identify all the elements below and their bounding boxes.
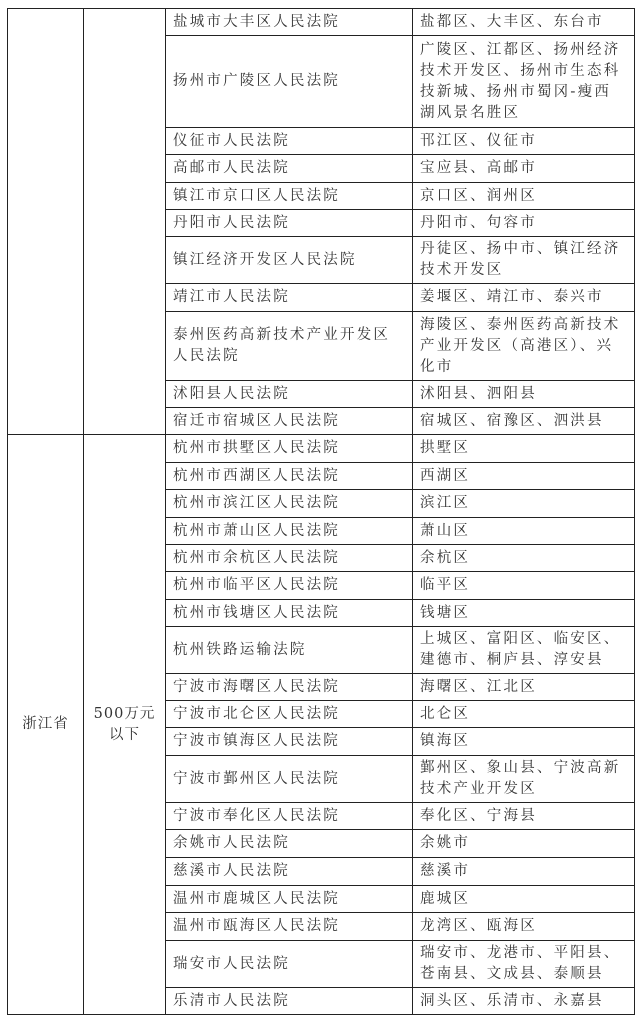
jurisdiction-cell: 邗江区、仪征市 <box>413 128 635 155</box>
table-row <box>8 435 635 463</box>
court-name-cell: 宁波市海曙区人民法院 <box>166 674 413 701</box>
jurisdiction-cell: 瑞安市、龙港市、平阳县、苍南县、文成县、泰顺县 <box>413 941 635 988</box>
jurisdiction-cell: 滨江区 <box>413 490 635 518</box>
jurisdiction-cell: 奉化区、宁海县 <box>413 803 635 830</box>
jurisdiction-cell: 余杭区 <box>413 545 635 572</box>
court-name-cell: 杭州市滨江区人民法院 <box>166 490 413 518</box>
jurisdiction-cell: 慈溪市 <box>413 858 635 886</box>
court-name-cell: 高邮市人民法院 <box>166 155 413 183</box>
jurisdiction-cell: 上城区、富阳区、临安区、建德市、桐庐县、淳安县 <box>413 627 635 674</box>
court-name-cell: 宿迁市宿城区人民法院 <box>166 408 413 435</box>
jurisdiction-cell: 丹徒区、扬中市、镇江经济技术开发区 <box>413 237 635 284</box>
court-name-cell: 扬州市广陵区人民法院 <box>166 36 413 128</box>
court-name-cell: 杭州市临平区人民法院 <box>166 572 413 600</box>
province-cell <box>8 9 84 435</box>
court-name-cell: 瑞安市人民法院 <box>166 941 413 988</box>
court-name-cell: 镇江市京口区人民法院 <box>166 183 413 210</box>
court-name-cell: 靖江市人民法院 <box>166 284 413 312</box>
jurisdiction-cell: 鄞州区、象山县、宁波高新技术产业开发区 <box>413 756 635 803</box>
jurisdiction-cell: 京口区、润州区 <box>413 183 635 210</box>
court-name-cell: 杭州市余杭区人民法院 <box>166 545 413 572</box>
court-name-cell: 温州市鹿城区人民法院 <box>166 886 413 913</box>
jurisdiction-cell: 西湖区 <box>413 463 635 490</box>
jurisdiction-cell: 镇海区 <box>413 728 635 756</box>
jurisdiction-cell: 宝应县、高邮市 <box>413 155 635 183</box>
jurisdiction-cell: 萧山区 <box>413 518 635 545</box>
court-name-cell: 杭州铁路运输法院 <box>166 627 413 674</box>
court-name-cell: 泰州医药高新技术产业开发区人民法院 <box>166 312 413 381</box>
jurisdiction-cell: 海曙区、江北区 <box>413 674 635 701</box>
court-name-cell: 宁波市奉化区人民法院 <box>166 803 413 830</box>
jurisdiction-cell: 丹阳市、句容市 <box>413 210 635 237</box>
court-name-cell: 乐清市人民法院 <box>166 988 413 1015</box>
court-name-cell: 余姚市人民法院 <box>166 830 413 858</box>
court-name-cell: 仪征市人民法院 <box>166 128 413 155</box>
jurisdiction-cell: 拱墅区 <box>413 435 635 463</box>
table-row <box>8 9 635 36</box>
court-name-cell: 宁波市镇海区人民法院 <box>166 728 413 756</box>
court-name-cell: 宁波市北仑区人民法院 <box>166 701 413 728</box>
jurisdiction-cell: 洞头区、乐清市、永嘉县 <box>413 988 635 1015</box>
jurisdiction-cell: 广陵区、江都区、扬州经济技术开发区、扬州市生态科技新城、扬州市蜀冈-瘦西湖风景名胜区 <box>413 36 635 128</box>
court-jurisdiction-table <box>7 8 635 1015</box>
court-name-cell: 杭州市拱墅区人民法院 <box>166 435 413 463</box>
court-name-cell: 盐城市大丰区人民法院 <box>166 9 413 36</box>
court-name-cell: 沭阳县人民法院 <box>166 381 413 408</box>
court-name-cell: 杭州市萧山区人民法院 <box>166 518 413 545</box>
jurisdiction-cell: 宿城区、宿豫区、泗洪县 <box>413 408 635 435</box>
jurisdiction-cell: 余姚市 <box>413 830 635 858</box>
jurisdiction-cell: 龙湾区、瓯海区 <box>413 913 635 941</box>
court-name-cell: 丹阳市人民法院 <box>166 210 413 237</box>
court-name-cell: 杭州市钱塘区人民法院 <box>166 600 413 627</box>
jurisdiction-cell: 海陵区、泰州医药高新技术产业开发区（高港区）、兴化市 <box>413 312 635 381</box>
court-name-cell: 温州市瓯海区人民法院 <box>166 913 413 941</box>
jurisdiction-cell: 钱塘区 <box>413 600 635 627</box>
jurisdiction-cell: 沭阳县、泗阳县 <box>413 381 635 408</box>
jurisdiction-cell: 北仑区 <box>413 701 635 728</box>
court-name-cell: 宁波市鄞州区人民法院 <box>166 756 413 803</box>
jurisdiction-cell: 临平区 <box>413 572 635 600</box>
jurisdiction-cell: 盐都区、大丰区、东台市 <box>413 9 635 36</box>
court-name-cell: 慈溪市人民法院 <box>166 858 413 886</box>
court-name-cell: 杭州市西湖区人民法院 <box>166 463 413 490</box>
jurisdiction-cell: 鹿城区 <box>413 886 635 913</box>
province-cell: 浙江省 <box>8 435 84 1015</box>
amount-threshold-cell <box>84 9 166 435</box>
jurisdiction-cell: 姜堰区、靖江市、泰兴市 <box>413 284 635 312</box>
court-name-cell: 镇江经济开发区人民法院 <box>166 237 413 284</box>
amount-threshold-cell: 500万元以下 <box>84 435 166 1015</box>
